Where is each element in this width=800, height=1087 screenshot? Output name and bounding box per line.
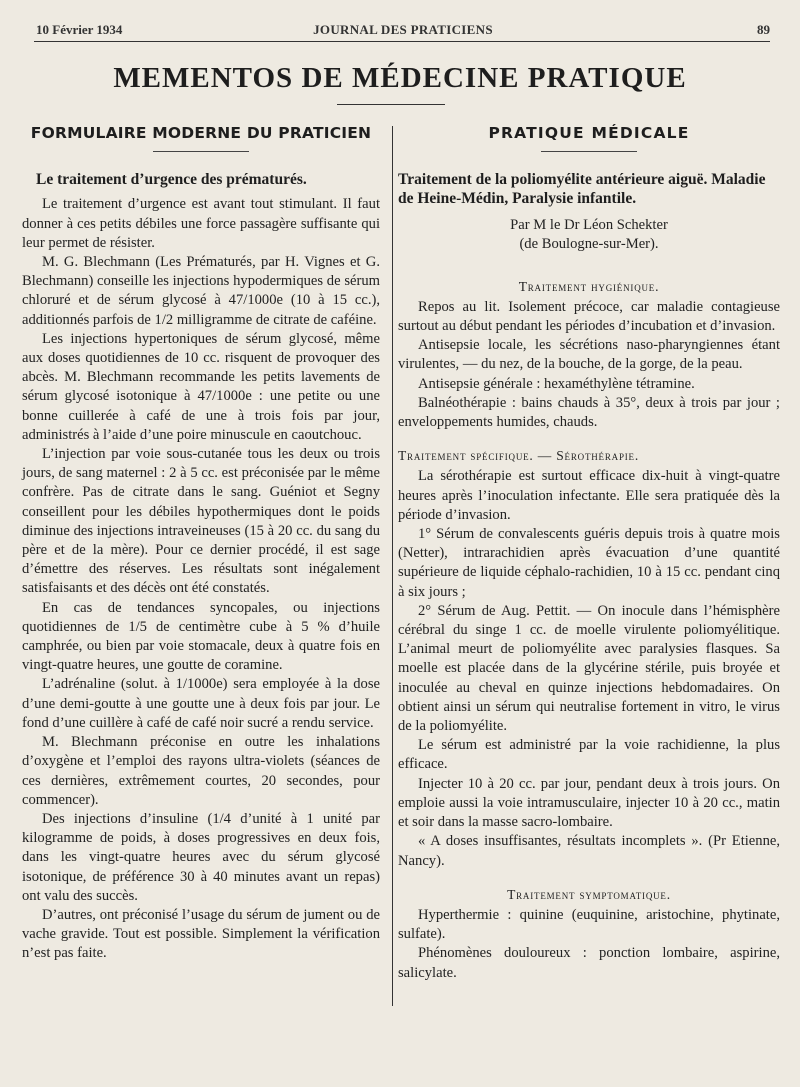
section-heading: Traitement spécifique. — Sérothérapie. [398, 448, 640, 464]
paragraph: Antisepsie locale, les sécrétions naso-pharyngiennes étant virulentes, — du nez, de la bouche, de la gorge, de la peau. [398, 337, 780, 373]
column-divider [392, 126, 393, 1006]
page-number: 89 [757, 22, 770, 37]
paragraph: D’autres, ont préconisé l’usage du sérum de jument ou de vache gravide. Tout est possible. Simplement la vérification n’est pas faite. [22, 906, 380, 962]
paragraph: En cas de tendances syncopales, ou injections quotidiennes de 1/5 de centimètre cube à 5 % d’huile camphrée, ou bien par voie stomacale, deux à quatre fois en vingt-quatre heures, une goutte de coramine. [22, 599, 380, 674]
paragraph: M. G. Blechmann (Les Prématurés, par H. Vignes et G. Blechmann) conseille les injections hypodermiques de sérum chloruré et de sérum glycosé à 47/1000e (10 à 15 cc.), additionnés parfois de 1/2 milligramme de citrate de caféine. [22, 254, 380, 328]
section-heading: Traitement symptomatique. [507, 886, 671, 902]
paragraph: L’injection par voie sous-cutanée tous les deux ou trois jours, de sang maternel : 2 à 5 cc. est préconisée par le même confrère. Pas de citrate dans le sang. Guéniot et Segny conseillent pour les débiles hypothermiques dont le poids diminue des injections intraveineuses (15 à 20 cc. du sang du père et de la mère). Pour ce dernier procédé, il est sage d’émettre des réserves. Les résultats sont inégalement satisfaisants et des décès ont été constatés. [22, 446, 380, 597]
author-location: (de Boulogne-sur-Mer). [519, 236, 659, 253]
left-column [22, 120, 380, 964]
paragraph: 2° Sérum de Aug. Pettit. — On inocule dans l’hémisphère cérébral du singe 1 cc. de moelle virulente poliomyélitique. L’animal meurt de poliomyélite avec paralysies flasques. Sa moelle est placée dans de la glycérine stérile, puis broyée et inoculée au cheval en quinze injections hebdomadaires. On obtient ainsi un sérum qui neutralise fortement in vitro, le virus de la poliomyélite. [398, 602, 780, 735]
paragraph: 1° Sérum de convalescents guéris depuis trois à quatre mois (Netter), intrarachidien après évacuation d’une quantité supérieure de liquide céphalo-rachidien, 10 à 15 cc. pendant cinq à six jours ; [398, 526, 780, 600]
author-line: Par M le Dr Léon Schekter [510, 217, 668, 234]
journal-name: JOURNAL DES PRATICIENS [313, 22, 493, 37]
title-rule [337, 104, 445, 105]
header-rule [34, 41, 770, 42]
section-heading: Traitement hygiénique. [518, 278, 660, 294]
page-title: MEMENTOS DE MÉDECINE PRATIQUE [113, 62, 687, 94]
right-column-title: PRATIQUE MÉDICALE [488, 124, 690, 142]
left-title-rule [153, 151, 249, 152]
paragraph: Antisepsie générale : hexaméthylène tétramine. [418, 375, 695, 392]
paragraph: Phénomènes douloureux : ponction lombaire, aspirine, salicylate. [398, 945, 780, 981]
paragraph: M. Blechmann préconise en outre les inhalations d’oxygène et l’emploi des rayons ultra-violets (séances de ces dernières, extrêmement courtes, 20 secondes, pour commencer). [22, 734, 380, 808]
issue-date: 10 Février 1934 [36, 22, 123, 37]
article-subtitle: Le traitement d’urgence des prématurés. [36, 171, 307, 189]
running-header [36, 22, 770, 42]
paragraph: Le traitement d’urgence est avant tout stimulant. Il faut donner à ces petits débiles une force passagère suffisante qui leur permet de résister. [22, 196, 380, 251]
paragraph: Injecter 10 à 20 cc. par jour, pendant deux à trois jours. On emploie aussi la voie intramusculaire, injecter 10 à 20 cc., matin et soir dans la masse sacro-lombaire. [398, 775, 780, 831]
article-title: Traitement de la poliomyélite antérieure aiguë. Maladie de Heine-Médin, Paralysie infantile. [398, 171, 766, 208]
left-column-title: FORMULAIRE MODERNE DU PRATICIEN [30, 124, 372, 142]
paragraph: Les injections hypertoniques de sérum glycosé, même aux doses quotidiennes de 10 cc. risquent de provoquer des abcès. M. Blechmann recommande les petits lavements de sérum glycosé isotonique à 47/1000e : une petite ou une bonne cuillerée à café de une à trois fois par jour, administrés à l’aide d’une poire minuscule en caoutchouc. [22, 330, 380, 443]
paragraph: Des injections d’insuline (1/4 d’unité à 1 unité par kilogramme de poids, à doses progressives en deux fois, dans les vingt-quatre heures avec du sérum glycosé isotonique, de préférence 30 à 40 minutes avant un repas) ont valu des succès. [22, 810, 380, 904]
right-column [398, 120, 780, 983]
paragraph: L’adrénaline (solut. à 1/1000e) sera employée à la dose d’une demi-goutte à une goutte une à deux fois par jour. Le fond d’une cuillère à café de café noir sucré a rendu service. [22, 676, 380, 731]
paragraph: La sérothérapie est surtout efficace dix-huit à vingt-quatre heures après l’inoculation infectante. Elle sera pratiquée dès la période d’invasion. [398, 468, 780, 523]
paragraph: « A doses insuffisantes, résultats incomplets ». (Pr Etienne, Nancy). [398, 833, 780, 869]
paragraph: Hyperthermie : quinine (euquinine, aristochine, phytinate, sulfate). [398, 906, 780, 943]
right-title-rule [541, 151, 637, 152]
paragraph: Repos au lit. Isolement précoce, car maladie contagieuse surtout au début pendant les périodes d’incubation et d’invasion. [398, 298, 780, 335]
paragraph: Le sérum est administré par la voie rachidienne, la plus efficace. [398, 737, 780, 773]
paragraph: Balnéothérapie : bains chauds à 35°, deux à trois par jour ; enveloppements humides, chauds. [398, 394, 780, 431]
